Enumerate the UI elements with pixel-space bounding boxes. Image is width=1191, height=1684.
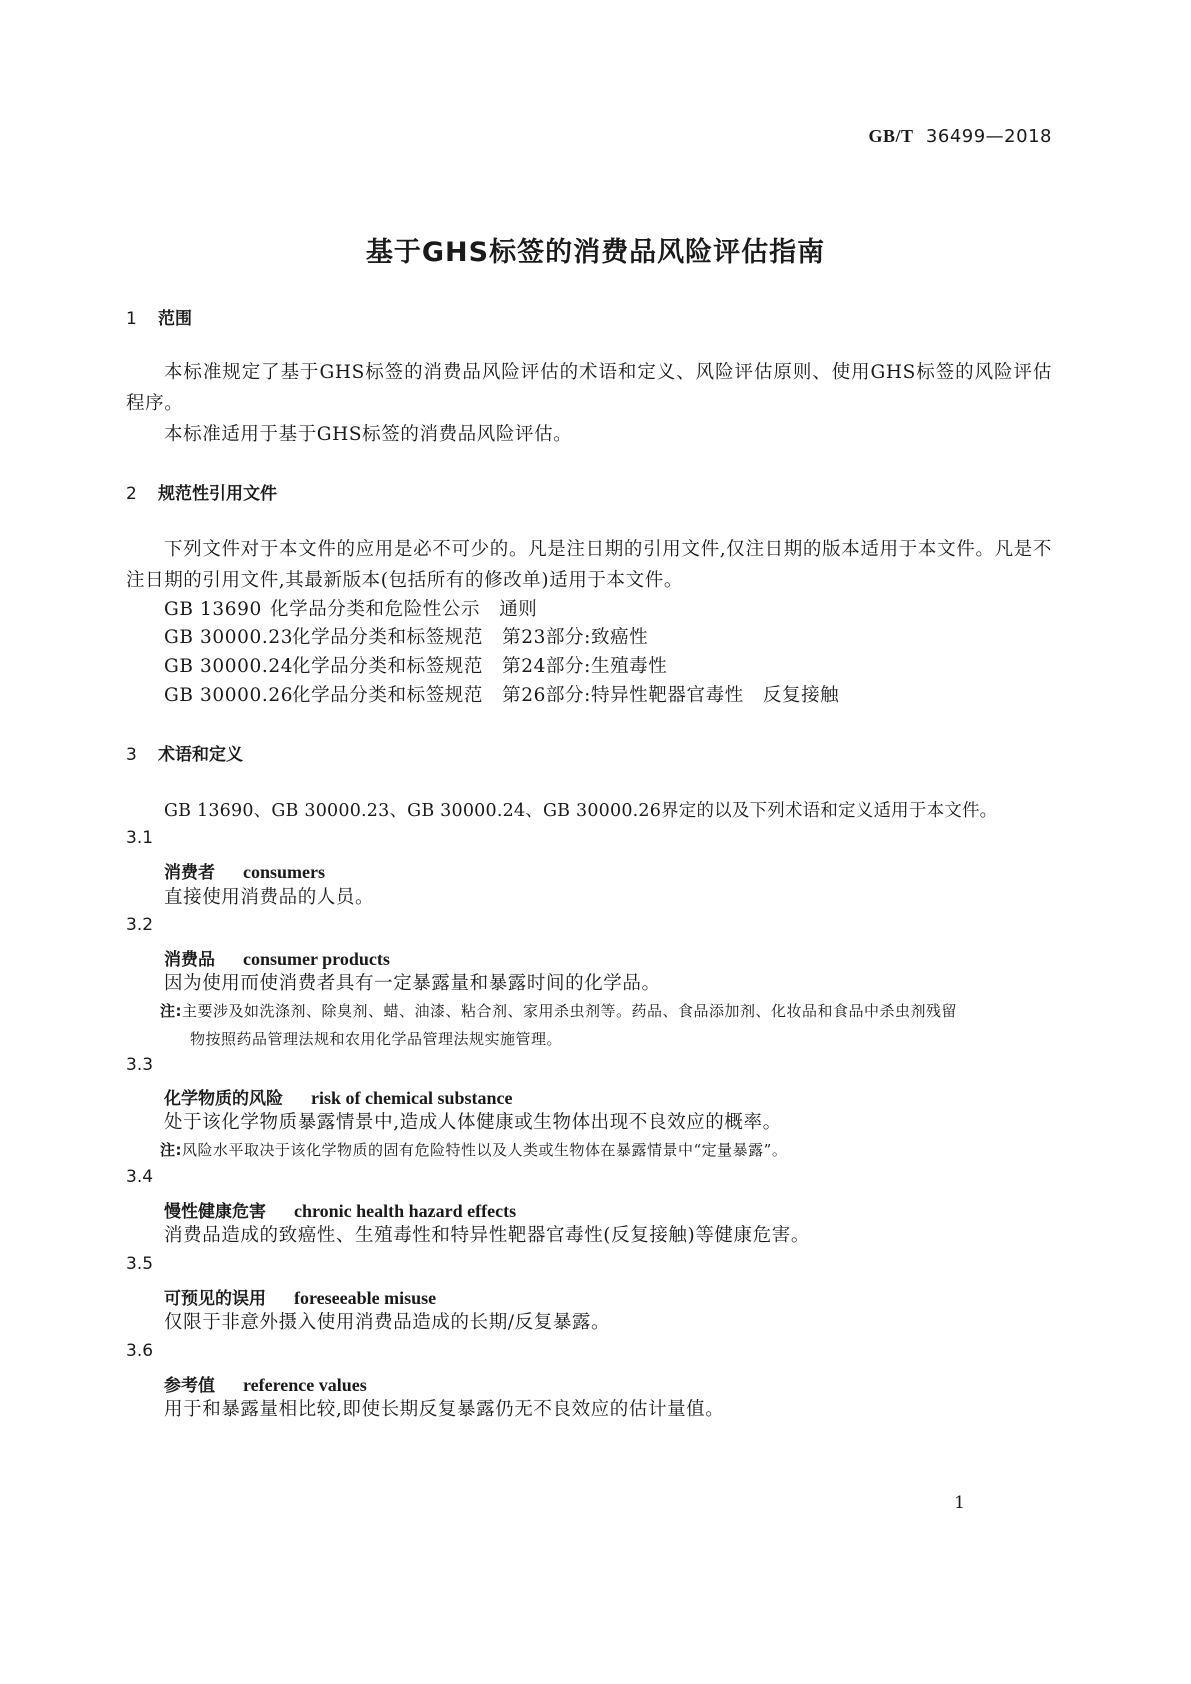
section-number: 2	[126, 484, 137, 504]
term-definition: 因为使用而使消费者具有一定暴露量和暴露时间的化学品。	[164, 973, 661, 994]
reference-item	[164, 594, 537, 625]
reference-title: 化学品分类和标签规范 第23部分:致癌性	[292, 627, 649, 648]
term-heading	[164, 945, 390, 970]
note-label: 注:	[160, 1002, 182, 1020]
term-number: 3.4	[126, 1167, 154, 1187]
term-english: consumer products	[243, 949, 390, 969]
reference-code: GB 30000.23	[164, 627, 294, 648]
term-chinese: 慢性健康危害	[164, 1202, 266, 1222]
term-chinese: 消费品	[164, 950, 215, 970]
section-2-heading	[126, 479, 277, 504]
section-1-heading	[126, 304, 192, 329]
term-heading	[164, 1371, 367, 1396]
note-text: 主要涉及如洗涤剂、除臭剂、蜡、油漆、粘合剂、家用杀虫剂等。药品、食品添加剂、化妆品和食品中杀虫剂残留	[182, 1002, 958, 1020]
section-title: 术语和定义	[158, 745, 243, 765]
term-chinese: 参考值	[164, 1376, 215, 1396]
normative-references-intro: 下列文件对于本文件的应用是必不可少的。凡是注日期的引用文件,仅注日期的版本适用于本文件。凡是不注日期的引用文件,其最新版本(包括所有的修改单)适用于本文件。	[126, 539, 1052, 591]
term-english: risk of chemical substance	[311, 1088, 513, 1108]
term-english: reference values	[243, 1375, 367, 1395]
term-english: chronic health hazard effects	[294, 1201, 517, 1221]
term-number: 3.6	[126, 1341, 154, 1361]
term-english: foreseeable misuse	[294, 1288, 437, 1308]
term-number: 3.1	[126, 828, 154, 848]
term-definition: 用于和暴露量相比较,即使长期反复暴露仍无不良效应的估计量值。	[164, 1399, 725, 1420]
standard-code: 36499—2018	[925, 126, 1052, 147]
term-heading	[164, 1197, 516, 1222]
section-title: 范围	[158, 309, 192, 329]
terms-intro: GB 13690、GB 30000.23、GB 30000.24、GB 30000.26界定的以及下列术语和定义适用于本文件。	[164, 801, 998, 821]
reference-code: GB 13690	[164, 599, 262, 620]
note-label: 注:	[160, 1141, 182, 1159]
scope-paragraph-2: 本标准适用于基于GHS标签的消费品风险评估。	[164, 424, 573, 445]
term-heading	[164, 858, 325, 883]
reference-title: 化学品分类和标签规范 第26部分:特异性靶器官毒性 反复接触	[292, 685, 840, 706]
term-chinese: 可预见的误用	[164, 1289, 266, 1309]
reference-item	[164, 622, 648, 653]
standard-prefix: GB/T	[868, 126, 914, 146]
section-number: 1	[126, 309, 137, 329]
standard-number	[868, 126, 1052, 147]
reference-code: GB 30000.26	[164, 685, 294, 706]
term-chinese: 消费者	[164, 863, 215, 883]
note-text: 风险水平取决于该化学物质的固有危险特性以及人类或生物体在暴露情景中“定量暴露”。	[182, 1141, 788, 1159]
section-number: 3	[126, 745, 137, 765]
term-chinese: 化学物质的风险	[164, 1089, 283, 1109]
term-definition: 直接使用消费品的人员。	[164, 887, 375, 908]
reference-item	[164, 680, 839, 711]
term-number: 3.2	[126, 915, 154, 935]
document-title: 基于GHS标签的消费品风险评估指南	[365, 237, 826, 268]
page-number: 1	[954, 1493, 965, 1513]
term-note	[160, 997, 1050, 1025]
reference-title: 化学品分类和危险性公示 通则	[270, 599, 538, 620]
reference-title: 化学品分类和标签规范 第24部分:生殖毒性	[292, 656, 668, 677]
reference-item	[164, 651, 667, 682]
term-heading	[164, 1084, 513, 1109]
scope-paragraph-1: 本标准规定了基于GHS标签的消费品风险评估的术语和定义、风险评估原则、使用GHS标签的风险评估程序。	[126, 362, 1052, 414]
term-english: consumers	[243, 862, 325, 882]
term-number: 3.3	[126, 1055, 154, 1075]
section-title: 规范性引用文件	[158, 484, 277, 504]
term-note	[160, 1136, 1050, 1164]
term-heading	[164, 1284, 436, 1309]
reference-code: GB 30000.24	[164, 656, 294, 677]
term-note-continuation: 物按照药品管理法规和农用化学品管理法规实施管理。	[190, 1030, 563, 1048]
term-definition: 处于该化学物质暴露情景中,造成人体健康或生物体出现不良效应的概率。	[164, 1112, 782, 1133]
section-3-heading	[126, 740, 243, 765]
term-definition: 仅限于非意外摄入使用消费品造成的长期/反复暴露。	[164, 1312, 611, 1333]
term-number: 3.5	[126, 1254, 154, 1274]
term-definition: 消费品造成的致癌性、生殖毒性和特异性靶器官毒性(反复接触)等健康危害。	[164, 1225, 810, 1246]
